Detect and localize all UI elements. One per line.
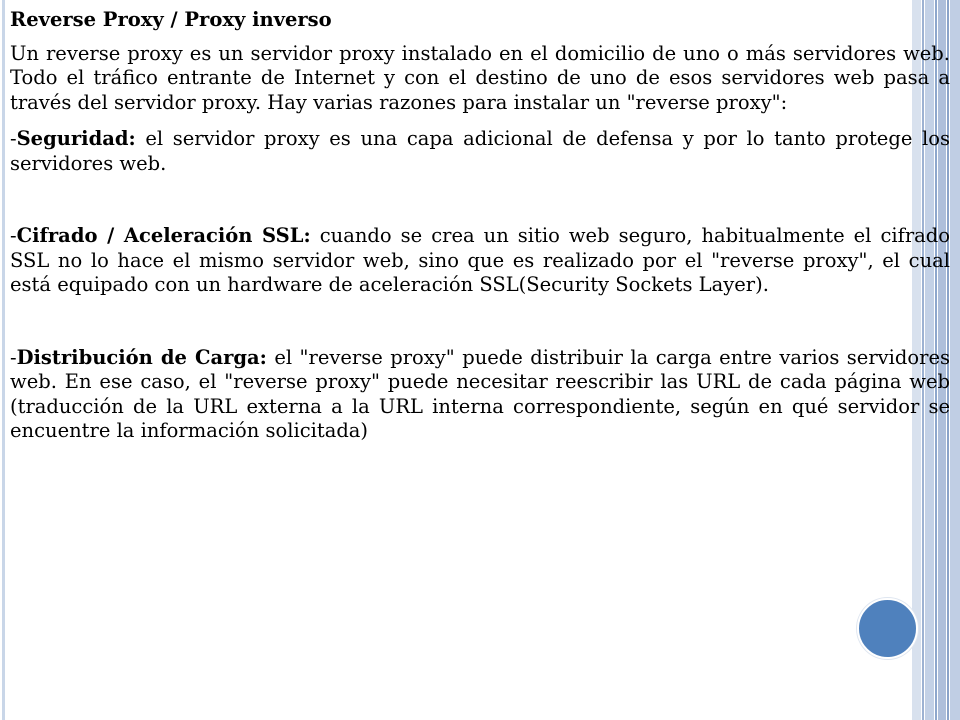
bullet-term: Distribución de Carga: bbox=[16, 345, 267, 369]
bullet-text: cuando se crea un sitio web seguro, habitualmente el cifrado SSL no lo hace el mismo servidor web, sino que es realizado por el "reverse proxy", el cual está equipado con un hardware de aceleración SSL(Security Sockets Layer). bbox=[10, 224, 950, 296]
intro-paragraph: Un reverse proxy es un servidor proxy instalado en el domicilio de uno o más servidores web. Todo el tráfico entrante de Internet y con el destino de uno de esos servidores web pasa a través del servidor proxy. Hay varias razones para instalar un "reverse proxy": bbox=[10, 41, 950, 114]
bullet-dash: - bbox=[10, 224, 17, 247]
slide-title: Reverse Proxy / Proxy inverso bbox=[10, 8, 332, 31]
bullet-cifrado bbox=[10, 224, 950, 298]
decorative-circle-icon bbox=[857, 598, 918, 659]
stripe bbox=[950, 0, 960, 720]
bullet-dash: - bbox=[10, 345, 17, 369]
bullet-distribucion bbox=[10, 346, 950, 444]
bullet-dash: - bbox=[10, 127, 17, 150]
bullet-text: el "reverse proxy" puede distribuir la carga entre varios servidores web. En ese caso, el "reverse proxy" puede necesitar reescribir las URL de cada página web (traducción de la URL externa a la URL interna correspondiente, según en qué servidor se encuentre la información solicitada) bbox=[10, 345, 951, 442]
bullet-term: Seguridad: bbox=[16, 127, 136, 150]
bullet-seguridad bbox=[10, 127, 950, 176]
bullet-text: el servidor proxy es una capa adicional de defensa y por lo tanto protege los servidores web. bbox=[10, 127, 950, 175]
bullet-term: Cifrado / Aceleración SSL: bbox=[16, 224, 311, 247]
left-border-line bbox=[2, 0, 5, 720]
slide-content bbox=[10, 8, 950, 492]
